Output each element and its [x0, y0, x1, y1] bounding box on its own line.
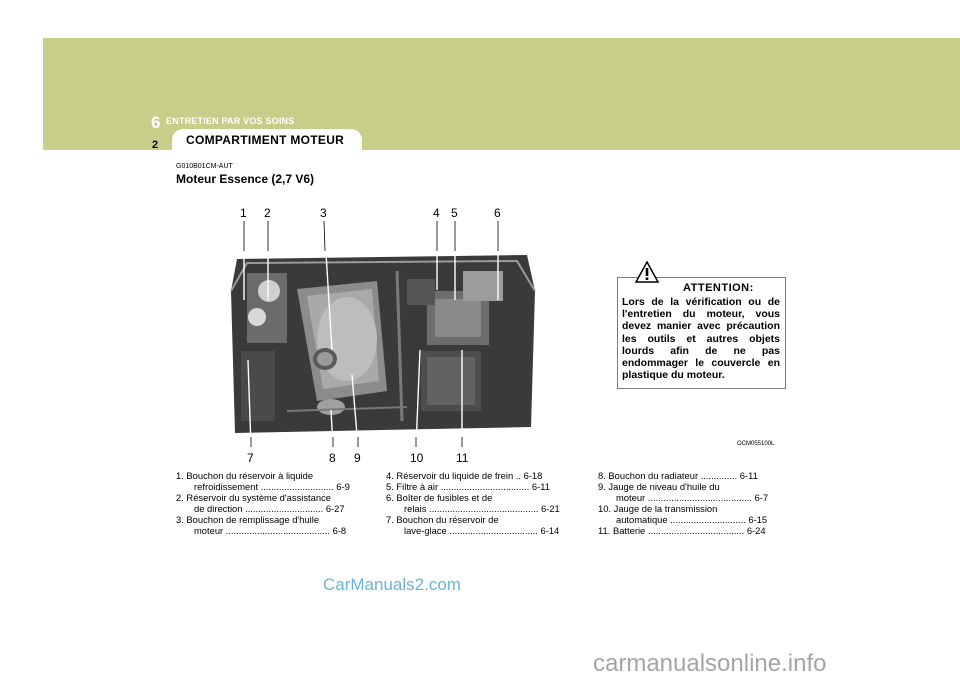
legend-item: 7. Bouchon du réservoir de	[386, 514, 499, 525]
legend-item: 3. Bouchon de remplissage d'huile	[176, 514, 320, 525]
callout-11: 11	[456, 451, 469, 465]
attention-title: ATTENTION:	[683, 282, 754, 294]
legend-item: relais .......................................... 6-21	[404, 503, 560, 514]
document-code: G010B01CM-AUT	[176, 163, 233, 170]
legend-item: moteur ........................................ 6-7	[616, 492, 769, 503]
chapter-title: ENTRETIEN PAR VOS SOINS	[166, 116, 295, 126]
legend-item: 9. Jauge de niveau d'huile du	[598, 481, 720, 492]
callout-7: 7	[247, 451, 254, 465]
legend-column-2	[386, 470, 572, 536]
legend-item: 8. Bouchon du radiateur .............. 6-11	[598, 470, 758, 481]
callout-1: 1	[240, 206, 247, 220]
section-title: COMPARTIMENT MOTEUR	[186, 133, 345, 147]
figure-code: OCM055100L	[737, 441, 775, 447]
legend-item: 10. Jauge de la transmission	[598, 503, 718, 514]
callout-4: 4	[433, 206, 440, 220]
legend-column-1	[176, 470, 362, 536]
callout-2: 2	[264, 206, 271, 220]
footer-watermark[interactable]: carmanualsonline.info	[593, 650, 827, 677]
callout-8: 8	[329, 451, 336, 465]
warning-triangle-icon	[634, 260, 660, 284]
callout-10: 10	[410, 451, 424, 465]
legend-item: refroidissement ............................ 6-9	[194, 481, 350, 492]
legend-item: automatique ............................. 6-15	[616, 514, 768, 525]
callout-3: 3	[320, 206, 327, 220]
page-number: 2	[152, 139, 159, 151]
legend-item: 4. Réservoir du liquide de frein .. 6-18	[386, 470, 543, 481]
chapter-number: 6	[151, 113, 161, 132]
page-heading: Moteur Essence (2,7 V6)	[176, 172, 315, 186]
legend-item: 6. Boîter de fusibles et de	[386, 492, 493, 503]
legend-item: de direction .............................. 6-27	[194, 503, 345, 514]
legend-item: 2. Réservoir du système d'assistance	[176, 492, 331, 503]
attention-text: Lors de la vérification ou de l'entretien du moteur, vous devez manier avec précaution les outils et autres objets lourds afin de ne pas endommager le couvercle en plastique du moteur.	[622, 296, 780, 382]
legend-item: 5. Filtre à air .................................. 6-11	[386, 481, 550, 492]
legend-item: lave-glace .................................. 6-14	[404, 525, 560, 536]
callout-6: 6	[494, 206, 501, 220]
legend-item: 11. Batterie ..................................... 6-24	[598, 525, 766, 536]
callout-5: 5	[451, 206, 458, 220]
callout-9: 9	[354, 451, 361, 465]
brand-watermark[interactable]: CarManuals2.com	[323, 575, 461, 594]
legend-item: moteur ........................................ 6-8	[194, 525, 347, 536]
legend-column-3	[598, 470, 784, 536]
legend-item: 1. Bouchon du réservoir à liquide	[176, 470, 314, 481]
